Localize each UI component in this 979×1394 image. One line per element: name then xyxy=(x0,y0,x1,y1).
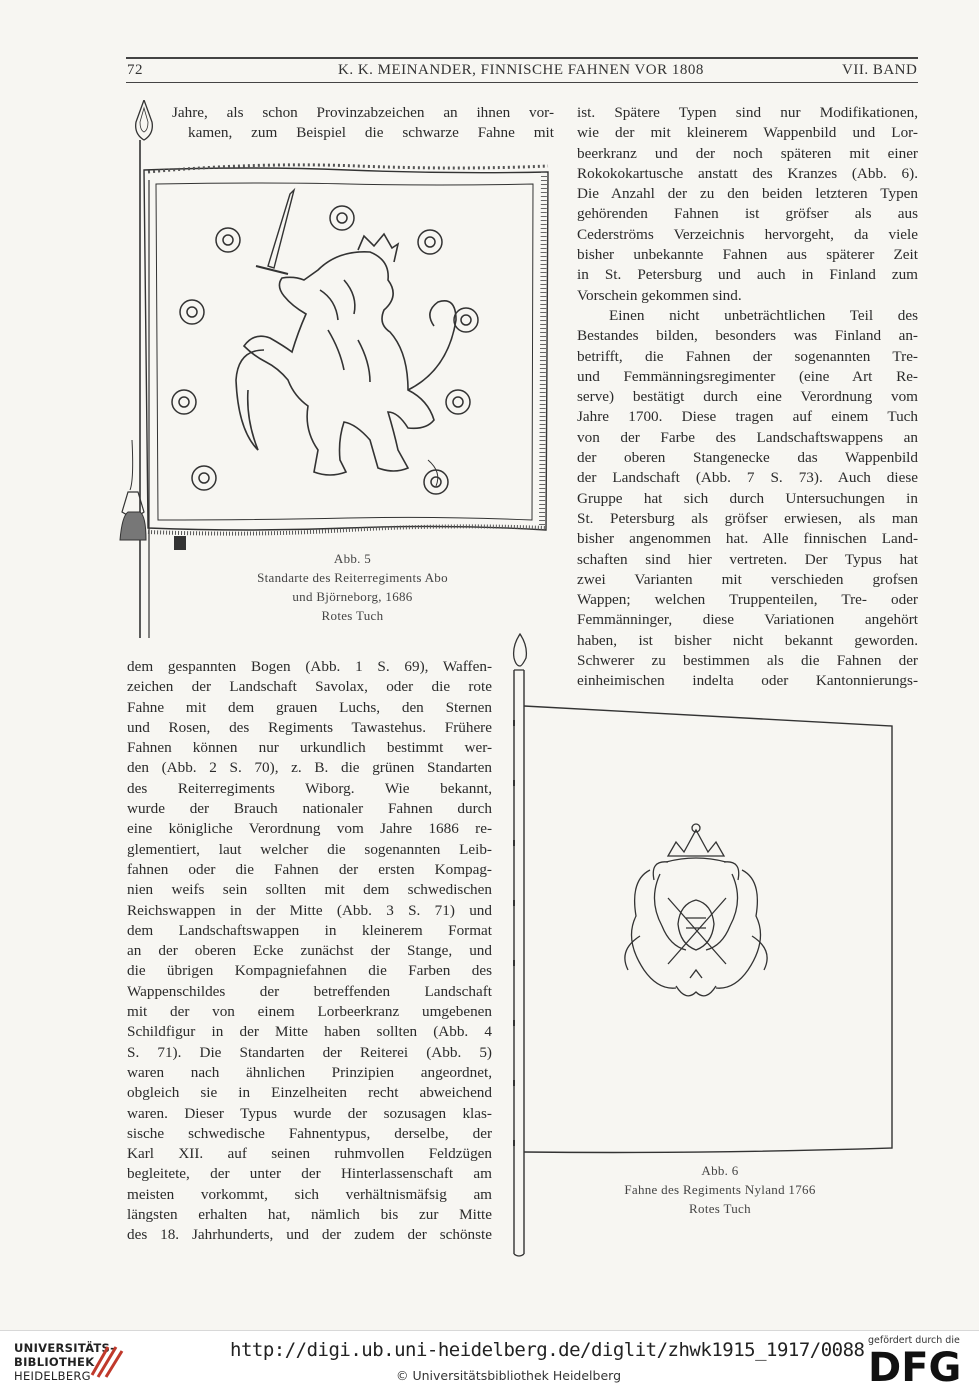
figure-6-title: Fahne des Regiments Nyland 1766 xyxy=(624,1182,816,1197)
text-line: Die Anzahl der zu den beiden letzteren Typen xyxy=(577,185,918,203)
viewer-footer xyxy=(0,1330,979,1394)
text-line: Karl XII. auf seinen ruhmvollen Feldzügen xyxy=(127,1145,492,1163)
figure-6-caption xyxy=(560,1161,880,1218)
text-line: Reichswappen in der Mitte (Abb. 3 S. 71) und xyxy=(127,901,492,919)
text-line: ist. Spätere Typen sind nur Modifikationen, xyxy=(577,104,918,121)
text-line: haben, ist bisher nicht bekannt geworden. xyxy=(577,631,918,649)
text-line: Einen nicht unbeträchtlichen Teil des xyxy=(609,306,918,324)
copyright-notice: © Universitätsbibliothek Heidelberg xyxy=(396,1368,622,1383)
dfg-logo xyxy=(868,1345,968,1387)
library-name-line2: BIBLIOTHEK xyxy=(14,1355,95,1369)
header-rule-bottom xyxy=(126,82,918,83)
text-line: zeichen der Landschaft Savolax, oder die rote xyxy=(127,678,492,696)
text-line: wurde der Brauch nationaler Fahnen durch xyxy=(127,800,492,818)
text-line: obgleich sie in Einzelheiten recht abweichend xyxy=(127,1084,492,1102)
figure-5-caption xyxy=(150,549,555,625)
text-line: der Landschaft (Abb. 7 S. 73). Auch diese xyxy=(577,469,918,487)
text-line: mit der von einem Lorbeerkranz umgebenen xyxy=(127,1003,492,1021)
dfg-logo-text: DFG xyxy=(868,1345,962,1387)
library-logo-icon xyxy=(86,1341,126,1381)
text-line: an der oberen Ecke zunächst der Stange, und xyxy=(127,942,492,960)
text-line: von der Farbe des Landschaftswappens an xyxy=(577,428,918,446)
text-line: nien weifs sein sollten mit dem schwedischen xyxy=(127,881,492,899)
text-line: Wappenschildes der betreffenden Landschaft xyxy=(127,982,492,1000)
figure-5-color: Rotes Tuch xyxy=(321,608,384,623)
page-number: 72 xyxy=(127,62,143,78)
figure-5-title-line2: und Björneborg, 1686 xyxy=(292,589,413,604)
text-line: schaften sind hier vertreten. Der Typus hat xyxy=(577,550,918,568)
text-line: S. 71). Die Standarten der Reiterei (Abb. 5) xyxy=(127,1043,492,1061)
permalink-url[interactable]: http://digi.ub.uni-heidelberg.de/diglit/zhwk1915_1917/0088 xyxy=(230,1339,865,1361)
text-line: Jahre 1700. Diese tragen auf einem Tuch xyxy=(577,408,918,426)
text-line: waren. Dieser Typus wurde der sozusagen klas- xyxy=(127,1104,492,1122)
text-line: den (Abb. 2 S. 70), z. B. die grünen Standarten xyxy=(127,759,492,777)
text-line: Bestandes bilden, besonders was Finland an- xyxy=(577,327,918,345)
figure-5-title-line1: Standarte des Reiterregiments Abo xyxy=(257,570,448,585)
text-line: dem gespannten Bogen (Abb. 1 S. 69), Waffen- xyxy=(127,658,492,675)
left-column-body xyxy=(127,657,492,1246)
text-line: Gruppe hat sich durch Untersuchungen in xyxy=(577,489,918,507)
text-line: wie der mit kleinerem Wappenbild und Lor- xyxy=(577,124,918,142)
figure-6-color: Rotes Tuch xyxy=(689,1201,751,1216)
running-title: K. K. MEINANDER, FINNISCHE FAHNEN VOR 1808 xyxy=(338,62,704,78)
text-line: begleitete, der unter der Hinterlassenschaft am xyxy=(127,1165,492,1183)
right-column-body xyxy=(577,103,918,692)
text-line: und Femmänningsregimenter (eine Art Re- xyxy=(577,367,918,385)
text-line: beerkranz und der noch späteren mit einer xyxy=(577,144,918,162)
funding-note: gefördert durch die xyxy=(868,1335,960,1346)
text-line: Femmänninger, diese Variationen angehört xyxy=(577,611,918,629)
text-line: Schildfigur in der Mitte haben sollten (Abb. 4 xyxy=(127,1023,492,1041)
text-line: fahnen oder die Fahnen der ersten Kompag- xyxy=(127,860,492,878)
volume-label: VII. BAND xyxy=(842,62,918,78)
text-line: Rokokokartusche anstatt des Kranzes (Abb. 6). xyxy=(577,164,918,182)
text-line: zwei Varianten mit verschieden grofsen xyxy=(577,570,918,588)
text-line: die übrigen Kompagniefahnen die Farben des xyxy=(127,962,492,980)
text-line: St. Petersburg als gröfser erwiesen, als man xyxy=(577,509,918,527)
text-line: betrifft, die Fahnen der sogenannten Tre- xyxy=(577,347,918,365)
text-line: dem Landschaftswappen in kleinerem Format xyxy=(127,921,492,939)
text-line: glementiert, laut welcher die sogenannten Leib- xyxy=(127,840,492,858)
figure-5-number: Abb. 5 xyxy=(333,551,372,566)
text-line: des Reiterregiments Wiborg. Wie bekannt, xyxy=(127,779,492,797)
library-name-line1: UNIVERSITÄTS- xyxy=(14,1341,116,1355)
text-line: Fahnen können nur urkundlich bestimmt wer- xyxy=(127,739,492,757)
text-line: bisher angenommen hat. Alle finnischen Land- xyxy=(577,530,918,548)
text-line: Fahne mit dem grauen Luchs, den Sternen xyxy=(127,698,492,716)
text-line: Cederströms Verzeichnis hervorgeht, da viele xyxy=(577,225,918,243)
text-line: gehörenden Fahnen ist gröfser als aus xyxy=(577,205,918,223)
text-line: serve) bestätigt durch eine Verordnung vom xyxy=(577,388,918,406)
text-line: der oberen Stangenecke das Wappenbild xyxy=(577,449,918,467)
text-line: sische schwedische Fahnentypus, derselbe, der xyxy=(127,1124,492,1142)
text-line: Schwerer zu bestimmen als die Fahnen der xyxy=(577,652,918,670)
figure-6-number: Abb. 6 xyxy=(701,1163,739,1178)
library-name-line3: HEIDELBERG xyxy=(14,1369,91,1383)
text-line: eine königliche Verordnung vom Jahre 1686 re- xyxy=(127,820,492,838)
text-line: Vorschein gekommen sind. xyxy=(577,286,742,304)
text-line: Jahre, als schon Provinzabzeichen an ihnen vor- xyxy=(172,104,554,121)
text-line: meisten vorkommt, sich verhältnismäfsig am xyxy=(127,1185,492,1203)
text-line: bisher unbekannte Fahnen aus späterer Zeit xyxy=(577,246,918,264)
text-line: des 18. Jahrhunderts, und der zudem der schönste xyxy=(127,1226,492,1244)
text-line: in St. Petersburg und auch in Finland zum xyxy=(577,266,918,284)
text-line: Wappen; welchen Truppenteilen, Tre- oder xyxy=(577,591,918,609)
text-line: längsten erhalten hat, nämlich bis zur Mitte xyxy=(127,1206,492,1224)
text-line: einheimischen indelta oder Kantonnierungs- xyxy=(577,672,918,690)
text-line: kamen, zum Beispiel die schwarze Fahne mit xyxy=(188,124,554,142)
text-line: und Rosen, des Regiments Tawastehus. Frühere xyxy=(127,718,492,736)
text-line: waren nach ähnlichen Prinzipien angeordnet, xyxy=(127,1063,492,1081)
header-rule-top xyxy=(126,57,918,59)
